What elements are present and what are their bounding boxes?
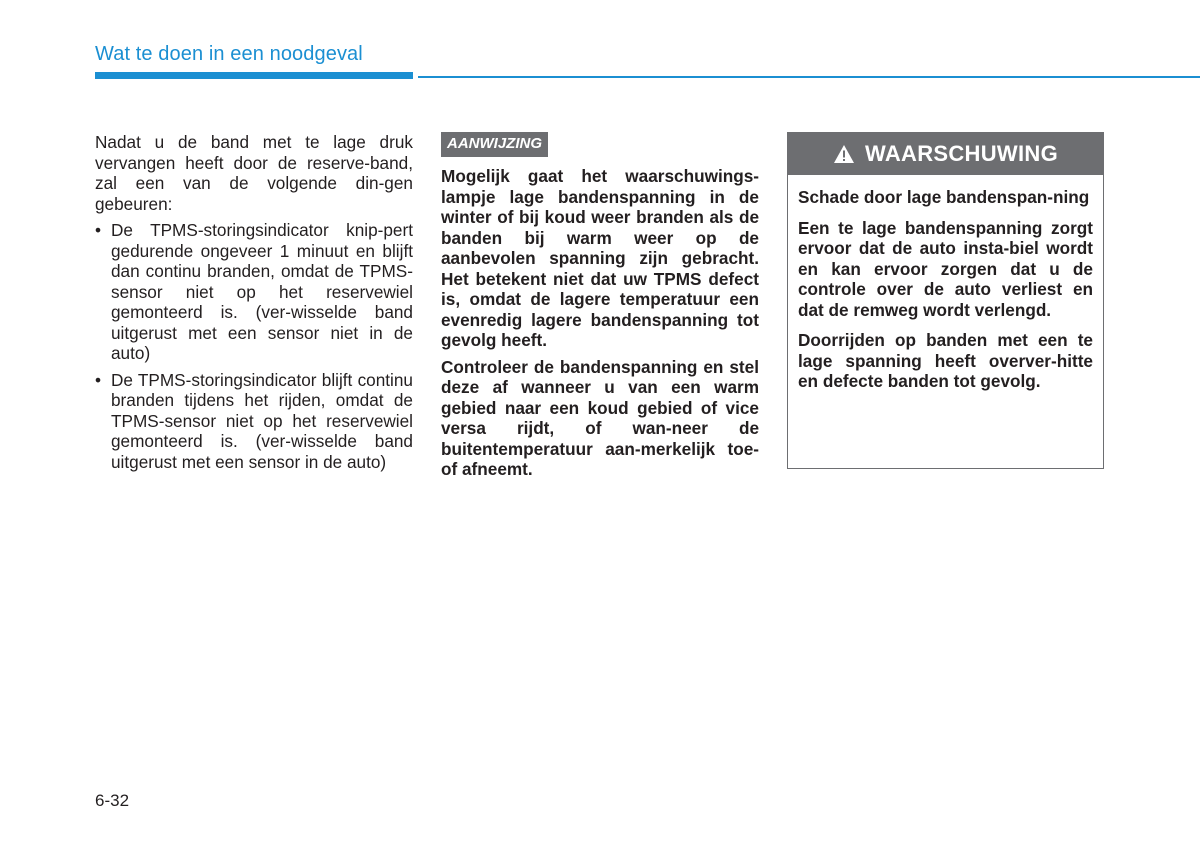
note-column xyxy=(441,132,759,486)
header-rule-thick xyxy=(95,72,413,79)
bullet-icon: • xyxy=(95,369,102,390)
warning-body xyxy=(788,175,1103,392)
list-item-text: De TPMS-storingsindicator knip-pert gedurende ongeveer 1 minuut en blijft dan continu branden, omdat de TPMS-sensor niet op het reservewiel gemonteerd is. (ver-wisselde band uitgerust met een sensor niet in de auto) xyxy=(111,220,413,363)
note-paragraph: Controleer de bandenspanning en stel deze af wanneer u van een warm gebied naar een koud gebied of vice versa rijdt, of wan-neer de buitentemperatuur aan-merkelijk toe- of afneemt. xyxy=(441,356,759,479)
warning-header xyxy=(788,133,1103,175)
warning-paragraph: Schade door lage bandenspan-ning xyxy=(798,187,1090,207)
warning-triangle-icon xyxy=(833,144,855,164)
note-label: AANWIJZING xyxy=(441,132,548,157)
warning-box xyxy=(787,132,1104,469)
left-column xyxy=(95,132,413,478)
page-section-title: Wat te doen in een noodgeval xyxy=(95,43,363,65)
list-item xyxy=(95,220,413,364)
list-item xyxy=(95,370,413,473)
note-paragraph: Mogelijk gaat het waarschuwings-lampje lage bandenspanning in de winter of bij koud weer branden als de banden bij warm weer op de aanbevolen spanning zijn gebracht. Het betekent niet dat uw TPMS defect is, omdat de lagere temperatuur een evenredig lagere bandenspanning tot gevolg heeft. xyxy=(441,166,759,350)
header-rule-thin xyxy=(418,76,1200,78)
warning-paragraph: Een te lage bandenspanning zorgt ervoor dat de auto insta-biel wordt en kan ervoor zorgen dat u de controle over de auto verliest en dat de remweg wordt verlengd. xyxy=(798,217,1093,320)
page-number: 6-32 xyxy=(95,791,130,810)
warning-paragraph: Doorrijden op banden met een te lage spanning heeft overver-hitte en defecte banden tot gevolg. xyxy=(798,330,1093,391)
list-item-text: De TPMS-storingsindicator blijft continu branden tijdens het rijden, omdat de TPMS-sensor niet op het reservewiel gemonteerd is. (ver-wisselde band uitgerust met een sensor in de auto) xyxy=(111,369,413,472)
intro-paragraph: Nadat u de band met te lage druk vervangen heeft door de reserve-band, zal een van de volgende din-gen gebeuren: xyxy=(95,132,413,214)
warning-title: WAARSCHUWING xyxy=(864,141,1059,166)
bullet-icon: • xyxy=(95,220,102,240)
bullet-list xyxy=(95,220,413,472)
